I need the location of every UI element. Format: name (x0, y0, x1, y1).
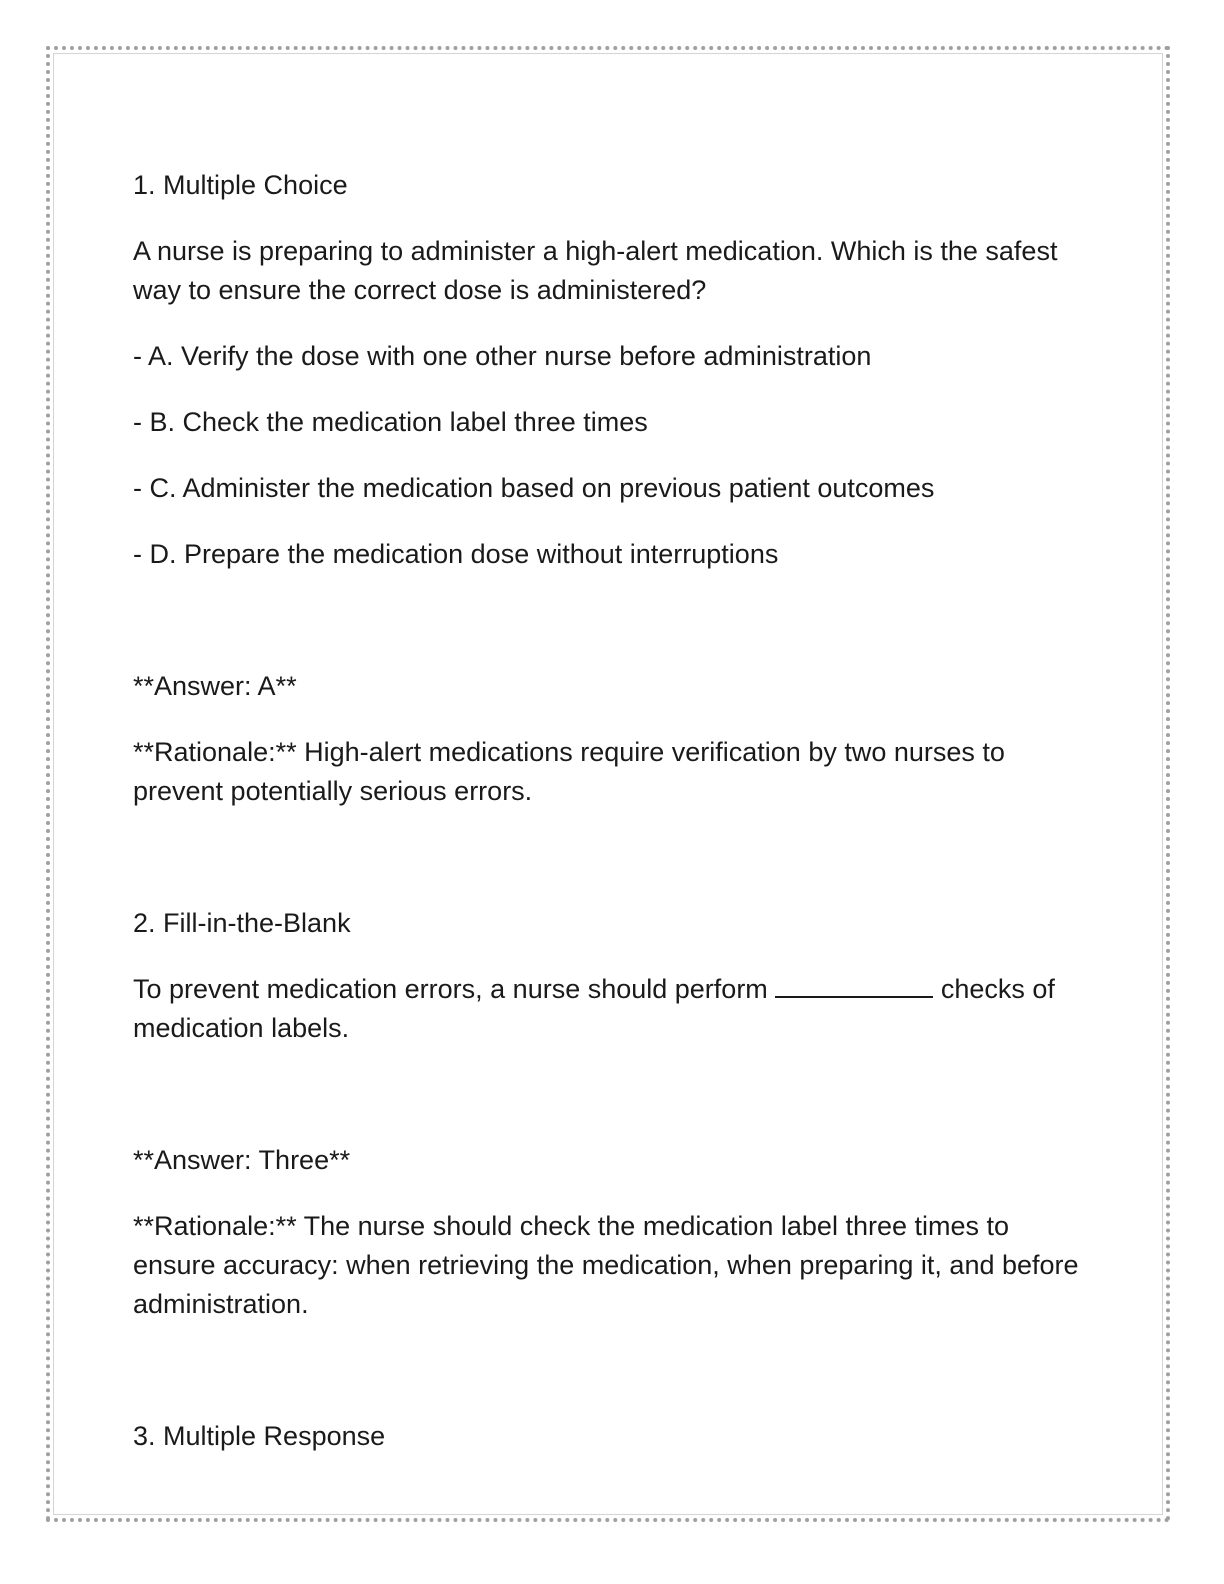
q1-rationale: **Rationale:** High-alert medications require verification by two nurses to prevent potentially serious errors. (133, 737, 1005, 806)
q1-option-d: - D. Prepare the medication dose without interruptions (133, 539, 779, 569)
q2-answer: **Answer: Three** (133, 1145, 351, 1175)
q1-heading: 1. Multiple Choice (133, 170, 348, 200)
q3-heading: 3. Multiple Response (133, 1421, 386, 1451)
q1-option-c: - C. Administer the medication based on previous patient outcomes (133, 473, 935, 503)
q1-option-a: - A. Verify the dose with one other nurse before administration (133, 341, 872, 371)
q2-heading: 2. Fill-in-the-Blank (133, 908, 351, 938)
q1-question: A nurse is preparing to administer a high-alert medication. Which is the safest way to ensure the correct dose is administered? (133, 236, 1058, 305)
q1-option-b: - B. Check the medication label three times (133, 407, 648, 437)
q2-question-end: checks of medication labels. (133, 974, 1055, 1043)
document-body (133, 166, 1083, 1483)
q2-question-start: To prevent medication errors, a nurse should perform (133, 974, 776, 1004)
q2-answer-blank (775, 972, 933, 998)
q2-question (133, 970, 1083, 1048)
q2-rationale: **Rationale:** The nurse should check the medication label three times to ensure accuracy: when retrieving the medication, when preparing it, and before administration. (133, 1211, 1079, 1319)
q1-answer: **Answer: A** (133, 671, 297, 701)
